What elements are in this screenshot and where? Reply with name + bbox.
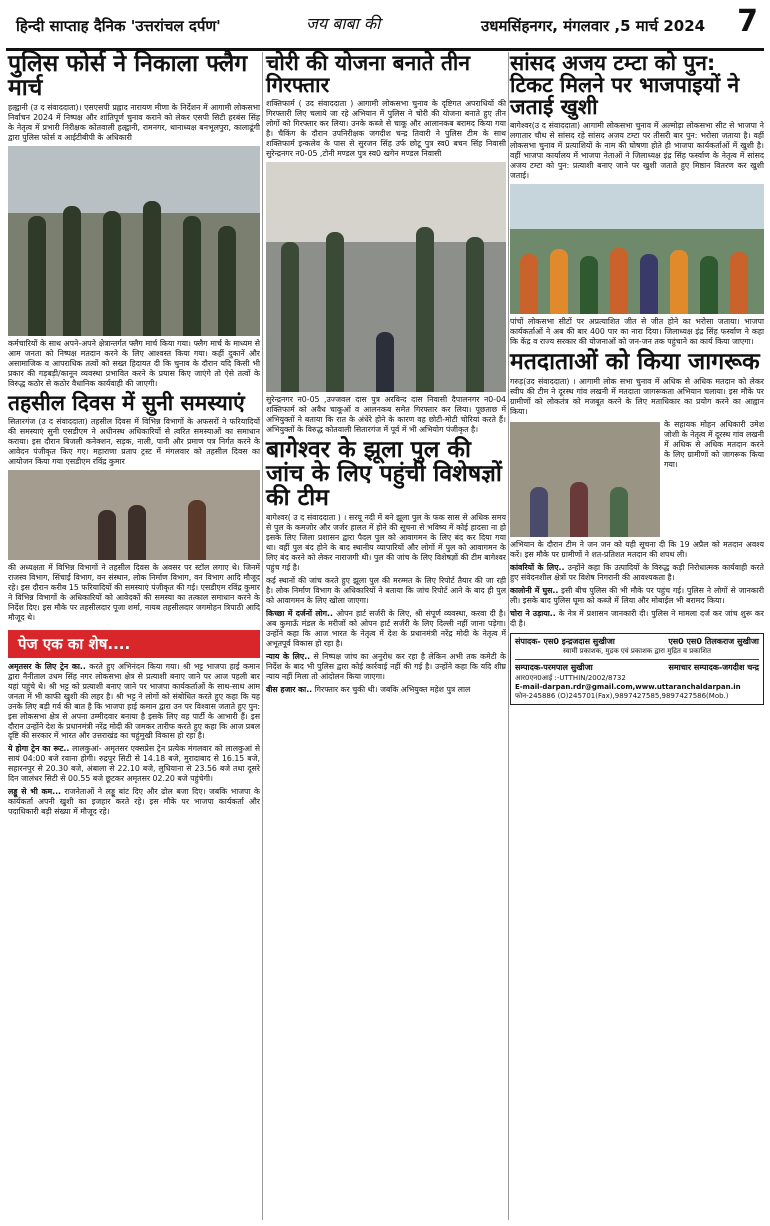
story-lead: कालोनी में घुस..	[510, 585, 559, 595]
column-divider	[508, 52, 509, 1220]
story-text: से निष्पक्ष जांच का अनुरोध कर रहा है लेकिन अभी तक कमेटी के निर्देश के बाद भी पुलिस द्वारा कोई कार्रवाई नहीं की गई है। उन्होंने कहा कि यदि शीघ्र न्याय नहीं मिला तो आंदोलन किया जाएगा।	[266, 651, 507, 681]
flag-march-photo	[8, 146, 260, 336]
headline-tehsil-diwas: तहसील दिवस में सुनी समस्याएं	[8, 391, 245, 415]
story-body: हल्द्वानी (उ द संवाददाता)। एसएसपी प्रह्लाद नारायण मीणा के निर्देशन में आगामी लोकसभा निर्वाचन 2024 में निष्पक्ष और शांतिपूर्ण चुनाव कराने को लेकर एसपी सिटी हरबंस सिंह के नेतृत्व में प्रभारी निरीक्षक कोतवाली हल्द्वानी, रामनगर, थानाध्यक्ष बनभूलपुरा, कालाढूंगी द्वारा पुलिस फोर्स व आईटीबीपी के अधिकारी	[8, 103, 260, 143]
story-lead: किच्छा में दर्जनों लोग..	[266, 608, 333, 618]
masthead	[6, 4, 764, 51]
story-text: इसी बीच पुलिस की भी मौके पर पहुंच गई। पुलिस ने लोगों से जानकारी ली। इसके बाद पुलिस घूमा को कब्जे में लिया और मोबाईल भी बरामद किया।	[510, 585, 764, 605]
story-lead: अमृतसर के लिए ट्रेन का..	[8, 661, 86, 671]
voter-photo-block	[510, 420, 764, 540]
headline-ajay-tamta: सांसद अजय टम्टा को पुन: टिकट मिलने पर भाजपाइयों ने जताई खुशी	[510, 51, 740, 120]
dateline: उधमसिंहनगर, मंगलवार ,5 मार्च 2024	[481, 17, 706, 35]
continued-banner: पेज एक का शेष....	[8, 630, 260, 658]
story-body: कई स्थानों की जांच करते हुए झूला पुल की मरम्मत के लिए रिपोर्ट तैयार की जा रही है। लोक निर्माण विभाग के अधिकारियों ने बताया कि जांच रिपोर्ट आने के बाद ही पुल को आवागमन के लिए खोला जाएगा।	[266, 576, 506, 605]
story-text: लालकुआं- अमृतसर एक्सप्रेस ट्रेन प्रत्येक मंगलवार को लालकुआं से सायं 04:00 बजे रवाना होगी। रुद्रपुर सिटी से 14.18 बजे, मुरादाबाद से 16.15 बजे, सहारनपुर से 20.30 बजे, अंबाला से 22.10 बजे, लुधियाना से 23.56 बजे तथा दूसरे दिन जालंधर सिटी से 00.55 बजे छूटकर अमृतसर 02.20 बजे पहुंचेगी।	[8, 744, 261, 784]
registration-number: आर0एन0आई :-UTTHIN/2002/8732	[515, 673, 626, 682]
story-body	[510, 586, 764, 606]
story-text: राजनेताओं ने लड्डू बांट दिए और ढोल बजा दिए। जबकि भाजपा के कार्यकर्ता अपनी खुशी का इजहार करते रहे। इस मौके पर भाजपा कार्यकर्ता और पदाधिकारी बड़ी संख्या में मौजूद रहे।	[8, 787, 260, 817]
story-body: बागेश्वर(उ द संवाददाता) आगामी लोकसभा चुनाव में अल्मोड़ा लोकसभा सीट से भाजपा ने लगातार चौथ से सांसद रहे सांसद अजय टम्टा पर तीसरी बार पुन: भरोसा जताया है। वहीं लोकसभा चुनाव में प्रत्याशियों के नाम की घोषणा होते ही भाजपा कार्यकर्ताओं में खुशी है। वहीं भाजपा कार्यालय में भाजपा नेताओं ने जिलाध्यक्ष इंद्र सिंह फर्स्वाण के नेतृत्व में सांसद अजय टम्टा को पुन: प्रत्याशी बनाए जाने पर खुशी जताते हुए मिष्ठान वितरण कर खुशी जताई।	[510, 121, 764, 180]
story-body: पांचों लोकसभा सीटों पर अप्रत्याशित जीत से जीत होने का भरोसा जताया। भाजपा कार्यकर्ताओं ने अब की बार 400 पार का नारा दिया। जिलाध्यक्ष इंद्र सिंह फर्स्वाण ने कहा कि केंद्र व राज्य सरकार की योजनाओं को जन-जन तक पहुंचाने का कार्य किया जाएगा।	[510, 316, 764, 346]
story-text: गिरफ्तार कर चुकी थी। जबकि अभियुक्त महेश पुत्र लाल	[314, 684, 471, 694]
story-text: के नेत्र में प्रशासन जानकारी दी। पुलिस ने मामला दर्ज कर जांच शुरू कर दी है।	[510, 608, 764, 628]
voter-photo	[510, 422, 660, 537]
owner-label: एस0 एस0 तिलकराज सुखीजा	[668, 636, 759, 646]
tehsil-photo	[8, 470, 260, 560]
imprint-line: स्वामी प्रकाशक, मुद्रक एवं प्रकाशक द्वारा मुद्रित व प्रकाशित	[563, 647, 711, 656]
story-lead: कांवरियों के लिए..	[510, 562, 565, 572]
column-2	[266, 52, 506, 698]
story-lead: चोरा ने उड़ाया..	[510, 608, 556, 618]
story-body	[8, 787, 260, 817]
story-body: सुरेन्द्रनगर न0-05 ,उज्जवल दास पुत्र अरविन्द दास निवासी दैपालनगर न0-04 शक्तिफार्म को अवैध चाकूओं व आलनकब समेत गिरफ्तार कर लिया। पूछताछ में अभियुक्तों ने बताया कि रात के अंधेरे होने के कारण वह छोटी-मोटी चोरियां करते हैं। अभियुक्तों के विरुद्ध कोतवाली सितारगंज में पूर्व में भी अभियोग पंजीकृत है।	[266, 394, 506, 434]
story-body: कर्मचारियों के साथ अपने-अपने क्षेत्रान्तर्गत फ्लैग मार्च किया गया। फ्लैग मार्च के माध्यम से आम जनता को निष्पक्ष मतदान करने के लिए आश्वस्त किया गया। कहीं दुकानें और असामाजिक व आपराधिक तत्वों को सख्त हिदायत दी कि चुनाव के दौरान यदि किसी भी प्रकार की गड़बड़ी/कानून व्यवस्था प्रभावित करने के प्रयास किए जाएंगे तो ऐसे तत्वों के विरुद्ध कठोर से कठोर वैधानिक कार्यवाही की जाएगी।	[8, 339, 260, 389]
story-body	[510, 563, 764, 583]
editor-label: संपादक- एस0 इन्द्रजदास सुखीजा	[515, 636, 615, 646]
story-body: अभियान के दौरान टीम ने जन जन को यही सूचना दी कि 19 अप्रैल को मतदान अवश्य करें। इस मौके पर ग्रामीणों ने शत-प्रतिशत मतदान की शपथ ली।	[510, 539, 764, 559]
story-body: के सहायक मोहन अधिकारी उमेश जोशी के नेतृत्व में दूरस्थ गांव लखनी में अधिक से अधिक मतदान करने के लिए ग्रामीणों को जागरूक किया गया।	[664, 419, 764, 469]
column-1	[8, 52, 260, 820]
story-body: शक्तिफार्म ( उद संवाददाता ) आगामी लोकसभा चुनाव के दृष्टिगत अपराधियों की गिरफ्तारी लिए चलाये जा रहे अभियान में पुलिस ने चोरी की योजना बनाते हुए तीन लोगों को गिरफ्तार कर लिया। उनके कब्जे से चाकू और आलानकब बरामद किया गया है। चैकिंग के दौरान उपनिरीक्षक जगदीश चन्द्र तिवारी ने पुलिस टीम के साथ शक्तिफार्म इन्कलेव के पास से सुरजन सिंह उर्फ छोटू पुत्र स्व0 बचन सिंह निवासी सुरेन्द्रनगर न0-05 ,टोनी मण्डल पुत्र स्व0 खगेन मण्डल निवासी	[266, 99, 506, 158]
story-body	[8, 744, 260, 784]
sub-editor-label: सम्पादक-परमपाल सुखीजा	[515, 663, 593, 673]
story-lead: न्याय के लिए..	[266, 651, 311, 661]
story-text: ओपन हार्ट सर्जरी के लिए, श्री संपूर्ण व्यवस्था, करवा दी है। अब कुमाऊँ मंडल के मरीजों को ओपन हार्ट सर्जरी के लिए दिल्ली नहीं जाना पड़ेगा। उन्होंने कहा कि आज भारत के नेतृत्व में देश के प्रधानमंत्री नरेंद्र मोदी के नेतृत्व में अभूतपूर्व विकास हो रहा है।	[266, 608, 506, 648]
story-body	[266, 652, 506, 682]
imprint-box	[510, 633, 764, 705]
news-editor-label: समाचार सम्पादक-जगदीश चन्द्र	[668, 663, 759, 673]
column-3	[510, 52, 764, 705]
story-body	[266, 609, 506, 649]
headline-theft-arrest: चोरी की योजना बनाते तीन गिरफ्तार	[266, 51, 471, 98]
story-body: सितारगंज (उ द संवाददाता) तहसील दिवस में विभिन्न विभागों के अफसरों ने फरियादियों की समस्याएं सुनी एसडीएम ने अधीनस्थ अधिकारियों से त्वरित समस्याओं का समाधान कराया। इस दौरान बिजली कनेक्शन, सड़क, नाली, पानी और प्रमाण पत्र निर्गत करने के आवेदन पंजीकृत किए गए। महाराणा प्रताप ट्रस्ट में मंगलवार को तहसील दिवस का आयोजन किया गया एसडीएम रविंद्र कुमार	[8, 417, 260, 466]
headline-bridge-inspection: बागेश्वर के झूला पुल की जांच के लिए पहुंची विशेषज्ञों की टीम	[266, 436, 502, 512]
story-body	[266, 685, 506, 695]
story-text: करते हुए अभिनंदन किया गया। श्री भट्ट भाजपा हाई कमान द्वारा नैनीताल उधम सिंह नगर लोकसभा क्षेत्र से प्रत्याशी बनाए जाने पर आज पहली बार यहां पहुंचे थे। श्री भट्ट को प्रत्याशी बनाए जाने पर भाजपा कार्यकर्ताओं के साथ-साथ आम जनता में भी काफी खुशी की लहर है। श्री भट्ट ने लोगों को संबोधित करते हुए कहा कि यह उनके लिए बड़ी गर्व की बात है कि भाजपा हाई कमान द्वारा उन पर विश्वास जताते हुए पुन: इस लोकसभा क्षेत्र से अपना उम्मीदवार बनाया है इसके लिए वह पार्टी के आभारी हैं। इस दौरान उन्होंने देश के प्रधानमंत्री नरेंद्र मोदी की जमकर तारीफ करते हुए कहा कि आज प्रबल दृष्टि की सरकार में भारत और उत्तराखंड का चहुंमुखी विकास हो रहा है।	[8, 661, 260, 741]
story-body	[510, 609, 764, 629]
story-body	[8, 662, 260, 742]
headline-flag-march: पुलिस फोर्स ने निकाला फ्लैग मार्च	[8, 51, 248, 102]
story-text: उन्होंने कहा कि उत्पादियों के विरुद्ध कड़ी निरोधात्मक कार्यवाही करते हुए संवेदनशील क्षेत्रों पर विशेष निगरानी की आवश्यकता है।	[510, 562, 764, 582]
contact-email: E-mail-darpan.rdr@gmail.com,www.uttaranchaldarpan.in	[515, 682, 741, 691]
story-lead: ये होगा ट्रेन का रूट..	[8, 744, 70, 754]
story-body: बागेश्वर( उ द संवाददाता ) । सरयू नदी में बने झूला पुल के फक सास से अधिक समय से पुल के कमजोर और जर्जर हालत में होने की सूचना से भविष्य में कोई हादसा ना हो इसके लिए जिला प्रशासन द्वारा पैदल पुल को आवागमन के लिए बंद कर दिया गया था। वहीं पुल बंद होने के बाद स्थानीय व्यापारियों और लोगों में पुल को आवागमन के लिए बंद करने को लेकर नाराजगी थी। पुल की जांच के लिए विशेषज्ञों की टीम बागेश्वर पहुंच गई है।	[266, 513, 506, 573]
story-body: की अध्यक्षता में विभिन्न विभागों ने तहसील दिवस के अवसर पर स्टॉल लगाए थे। जिनमें राजस्व विभाग, सिंचाई विभाग, वन संस्थान, लोक निर्माण विभाग, वन विभाग आदि मौजूद रहे। इस दौरान करीब 15 फरियादियों की समस्याएं पंजीकृत की गई। एसडीएम रविंद्र कुमार ने विभिन्न विभागों के अधिकारियों को आवेदकों की समस्या का तत्काल समाधान करने के निर्देश दिए। इस मौके पर तहसीलदार पूजा शर्मा, नायब तहसीलदार जगमोहन त्रिपाठी आदि मौजूद थे।	[8, 562, 260, 622]
column-divider	[262, 52, 263, 1220]
headline-voter-awareness: मतदाताओं को किया जागरूक	[510, 348, 760, 375]
contact-phone: फोन-245886 (O)245701(Fax),9897427585,9897427586(Mob.)	[515, 691, 729, 700]
story-lead: वीस हजार का..	[266, 684, 313, 694]
page-number: 7	[737, 4, 758, 39]
arrest-photo	[266, 162, 506, 392]
story-body: गरुड़(उद संवाददाता) । आगामी लोक सभा चुनाव में अधिक से अधिक मतदान को लेकर स्वीप की टीम ने दूरस्थ गांव लखनी में मतदाता जागरूकता अभियान चलाया। इस मौके पर ग्रामीणों को लोकतंत्र को मजबूत करने के लिए मताधिकार का प्रयोग करने का आह्वान किया।	[510, 377, 764, 416]
paper-name: हिन्दी साप्ताह दैनिक 'उत्तरांचल दर्पण'	[16, 17, 221, 35]
story-lead: लड्डू से भी कम...	[8, 787, 62, 797]
celebration-photo	[510, 184, 764, 314]
masthead-tagline: जय बाबा की	[306, 14, 381, 33]
